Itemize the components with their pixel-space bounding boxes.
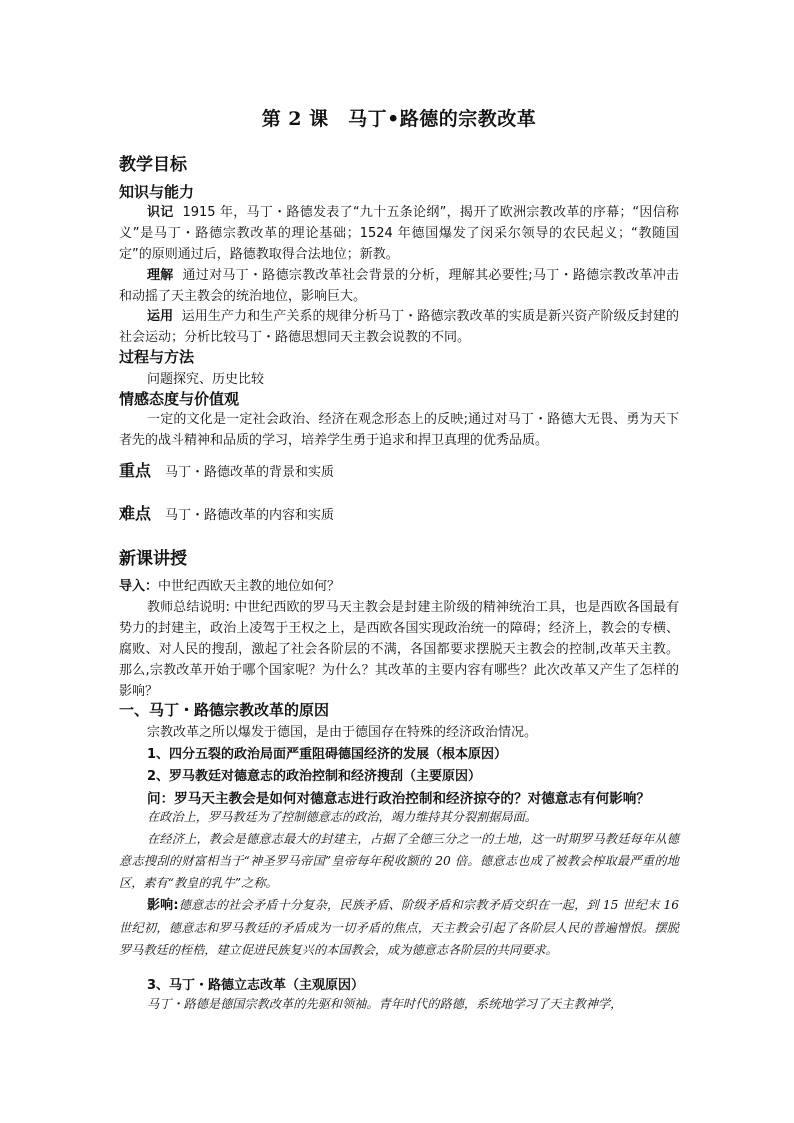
recall-label: 识记	[147, 205, 174, 220]
understand-label: 理解	[147, 268, 174, 283]
politics-text: 在政治上，罗马教廷为了控制德意志的政治，竭力维持其分裂割据局面。	[147, 810, 537, 824]
apply-text: 运用生产力和生产关系的规律分析马丁・路德宗教改革的实质是新兴资产阶级反封建的社会运动；分析比较马丁・路德思想同天主教会说教的不同。	[119, 309, 679, 345]
cause-1: 1、四分五裂的政治局面严重阻碍德国经济的发展（根本原因）	[147, 747, 508, 762]
objectives-heading: 教学目标	[119, 155, 187, 175]
attitude-text: 一定的文化是一定社会政治、经济在观念形态上的反映;通过对马丁・路德大无畏、勇为天下者先的战斗精神和品质的学习，培养学生勇于追求和捍卫真理的优秀品质。	[119, 412, 679, 448]
section1-intro: 宗教改革之所以爆发于德国，是由于德国存在特殊的经济政治情况。	[147, 725, 538, 740]
recall-text: 1915 年，马丁・路德发表了“九十五条论纲”，揭开了欧洲宗教改革的序幕；“因信称义”是马丁・路德宗教改革的理论基础；1524 年德国爆发了闵采尔领导的农民起义；“教随国定”的原则通过后，路德教取得合法地位；新教。	[119, 205, 680, 262]
attitude-heading: 情感态度与价值观	[119, 390, 240, 408]
section1-heading: 一、马丁・路德宗教改革的原因	[119, 701, 330, 719]
impact-text: 德意志的社会矛盾十分复杂，民族矛盾、阶级矛盾和宗教矛盾交织在一起，到 15 世纪末 16 世纪初，德意志和罗马教廷的矛盾成为一切矛盾的焦点，天主教会引起了各阶层人民的普遍憎恨。摆脱罗马教廷的桎梏，建立促进民族复兴的本国教会，成为德意志各阶层的共同要求。	[119, 898, 680, 957]
process-text: 问题探究、历史比较	[147, 372, 265, 387]
understand-text: 通过对马丁・路德宗教改革社会背景的分析，理解其必要性;马丁・路德宗教改革冲击和动摇了天主教会的统治地位，影响巨大。	[119, 268, 679, 304]
impact-paragraph	[119, 894, 679, 961]
recall-paragraph	[119, 202, 679, 265]
intro-text: 中世纪西欧天主教的地位如何？	[158, 579, 341, 594]
apply-label: 运用	[147, 309, 174, 324]
key-point	[119, 460, 334, 484]
knowledge-heading: 知识与能力	[119, 183, 195, 201]
difficult-point-text: 马丁・路德改革的内容和实质	[165, 508, 335, 523]
luther-text: 马丁・路德是德国宗教改革的先驱和领袖。青年时代的路德，系统地学习了天主教神学，	[147, 997, 623, 1011]
lecture-heading: 新课讲授	[119, 549, 187, 569]
cause-2: 2、罗马教廷对德意志的政治控制和经济搜刮（主要原因）	[147, 769, 482, 784]
understand-paragraph	[119, 265, 679, 307]
difficult-point-label: 难点	[119, 504, 152, 523]
question: 问：罗马天主教会是如何对德意志进行政治控制和经济掠夺的？对德意志有何影响？	[147, 791, 650, 807]
intro-label: 导入：	[119, 579, 159, 594]
impact-label: 影响:	[147, 898, 179, 913]
key-point-text: 马丁・路德改革的背景和实质	[165, 465, 335, 480]
intro-line	[119, 576, 679, 597]
key-point-label: 重点	[119, 461, 152, 480]
cause-3: 3、马丁・路德立志改革（主观原因）	[147, 978, 365, 993]
apply-paragraph	[119, 306, 679, 348]
economy-text: 在经济上，教会是德意志最大的封建主，占据了全德三分之一的土地，这一时期罗马教廷每年从德意志搜刮的财富相当于“神圣罗马帝国”皇帝每年税收额的 20 倍。德意志也成了被教会榨取最严重的地区，素有“教皇的乳牛”之称。	[119, 832, 679, 890]
difficult-point	[119, 503, 334, 527]
process-heading: 过程与方法	[119, 348, 195, 366]
teacher-summary: 教师总结说明: 中世纪西欧的罗马天主教会是封建主阶级的精神统治工具，也是西欧各国最有势力的封建主，政治上凌驾于王权之上，是西欧各国实现政治统一的障碍；经济上，教会的专横、腐败、对人民的搜刮，激起了社会各阶层的不满，各国都要求摆脱天主教会的控制,改革天主教。那么,宗教改革开始于哪个国家呢？为什么？其改革的主要内容有哪些？此次改革又产生了怎样的影响？	[119, 600, 679, 699]
lesson-title: 第 2 课 马丁•路德的宗教改革	[261, 108, 537, 130]
